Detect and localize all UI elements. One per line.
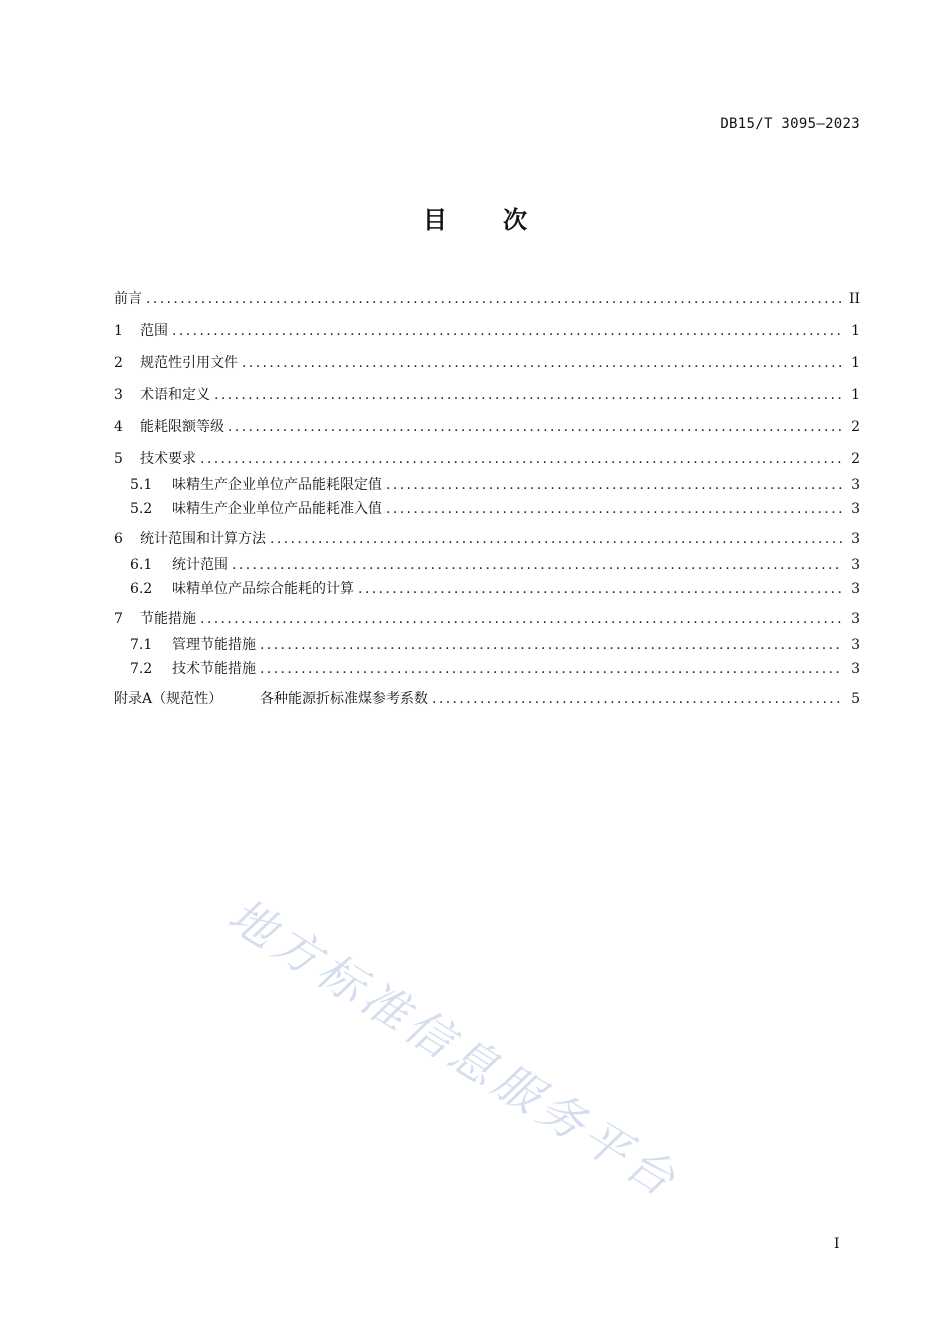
- toc-entry-number: 5.2: [130, 501, 153, 517]
- toc-entry-page: 3: [851, 581, 860, 597]
- toc-entry-number: 7.1: [130, 637, 153, 653]
- toc-entry-6-2[interactable]: [130, 578, 860, 600]
- toc-entry-foreword[interactable]: [114, 288, 860, 310]
- toc-entry-number: 5: [114, 451, 123, 467]
- toc-leader-dots: [260, 637, 842, 653]
- toc-entry-number: 6.2: [130, 581, 153, 597]
- toc-entry-page: 1: [851, 323, 860, 339]
- toc-entry-number: 1: [114, 323, 123, 339]
- toc-leader-dots: [260, 661, 842, 677]
- toc-entry-label: 能耗限额等级: [140, 419, 224, 435]
- toc-leader-dots: [386, 501, 842, 517]
- title-part-2: 次: [503, 206, 527, 234]
- toc-entry-label: 技术节能措施: [172, 661, 256, 677]
- toc-entry-1[interactable]: [114, 320, 860, 342]
- toc-entry-label: 各种能源折标准煤参考系数: [260, 691, 428, 707]
- toc-entry-label: 技术要求: [140, 451, 196, 467]
- title-part-1: 目: [423, 206, 447, 234]
- toc-entry-label: 节能措施: [140, 611, 196, 627]
- toc-entry-number: 附录A（规范性）: [114, 691, 223, 707]
- toc-entry-number: 4: [114, 419, 123, 435]
- toc-entry-label: 统计范围: [172, 557, 228, 573]
- toc-leader-dots: [228, 419, 842, 435]
- toc-entry-label: 味精单位产品综合能耗的计算: [172, 581, 354, 597]
- toc-entry-number: 3: [114, 387, 123, 403]
- toc-entry-page: 3: [851, 637, 860, 653]
- toc-leader-dots: [200, 611, 842, 627]
- toc-leader-dots: [270, 531, 842, 547]
- toc-entry-label: 术语和定义: [140, 387, 210, 403]
- toc-entry-number: 5.1: [130, 477, 153, 493]
- toc-entry-label: 前言: [114, 291, 142, 307]
- toc-entry-page: 3: [851, 501, 860, 517]
- toc-leader-dots: [432, 691, 842, 707]
- toc-entry-page: 3: [851, 661, 860, 677]
- page-number: I: [834, 1236, 840, 1252]
- toc-leader-dots: [214, 387, 842, 403]
- page-title: [0, 200, 950, 235]
- toc-entry-page: 5: [851, 691, 860, 707]
- watermark: 地方标准信息服务平台: [219, 887, 689, 1209]
- toc-entry-label: 统计范围和计算方法: [140, 531, 266, 547]
- toc-entry-3[interactable]: [114, 384, 860, 406]
- toc-leader-dots: [172, 323, 842, 339]
- toc-leader-dots: [358, 581, 842, 597]
- toc-leader-dots: [146, 291, 842, 307]
- toc-entry-label: 味精生产企业单位产品能耗限定值: [172, 477, 382, 493]
- toc-leader-dots: [200, 451, 842, 467]
- toc-entry-number: 7: [114, 611, 123, 627]
- toc-entry-page: 3: [851, 477, 860, 493]
- toc-entry-page: 1: [851, 387, 860, 403]
- document-code: DB15/T 3095—2023: [720, 116, 860, 132]
- toc-entry-appendix-a[interactable]: [114, 688, 860, 710]
- toc-entry-7-1[interactable]: [130, 634, 860, 656]
- toc-leader-dots: [386, 477, 842, 493]
- toc-entry-page: II: [848, 291, 860, 307]
- toc-entry-7[interactable]: [114, 608, 860, 630]
- toc-entry-page: 3: [851, 611, 860, 627]
- toc-entry-number: 6.1: [130, 557, 153, 573]
- toc-entry-7-2[interactable]: [130, 658, 860, 680]
- toc-entry-number: 7.2: [130, 661, 153, 677]
- toc-entry-2[interactable]: [114, 352, 860, 374]
- toc-entry-page: 3: [851, 557, 860, 573]
- toc-entry-label: 范围: [140, 323, 168, 339]
- toc-leader-dots: [242, 355, 842, 371]
- toc-entry-6-1[interactable]: [130, 554, 860, 576]
- toc-entry-5-1[interactable]: [130, 474, 860, 496]
- toc-entry-label: 味精生产企业单位产品能耗准入值: [172, 501, 382, 517]
- toc-entry-label: 管理节能措施: [172, 637, 256, 653]
- toc-entry-5-2[interactable]: [130, 498, 860, 520]
- toc-entry-4[interactable]: [114, 416, 860, 438]
- toc-entry-page: 2: [851, 419, 860, 435]
- toc-entry-5[interactable]: [114, 448, 860, 470]
- toc-entry-page: 1: [851, 355, 860, 371]
- toc-entry-label: 规范性引用文件: [140, 355, 238, 371]
- toc-entry-page: 2: [851, 451, 860, 467]
- toc-leader-dots: [232, 557, 842, 573]
- toc-entry-number: 2: [114, 355, 123, 371]
- toc-entry-6[interactable]: [114, 528, 860, 550]
- toc-entry-number: 6: [114, 531, 123, 547]
- toc-entry-page: 3: [851, 531, 860, 547]
